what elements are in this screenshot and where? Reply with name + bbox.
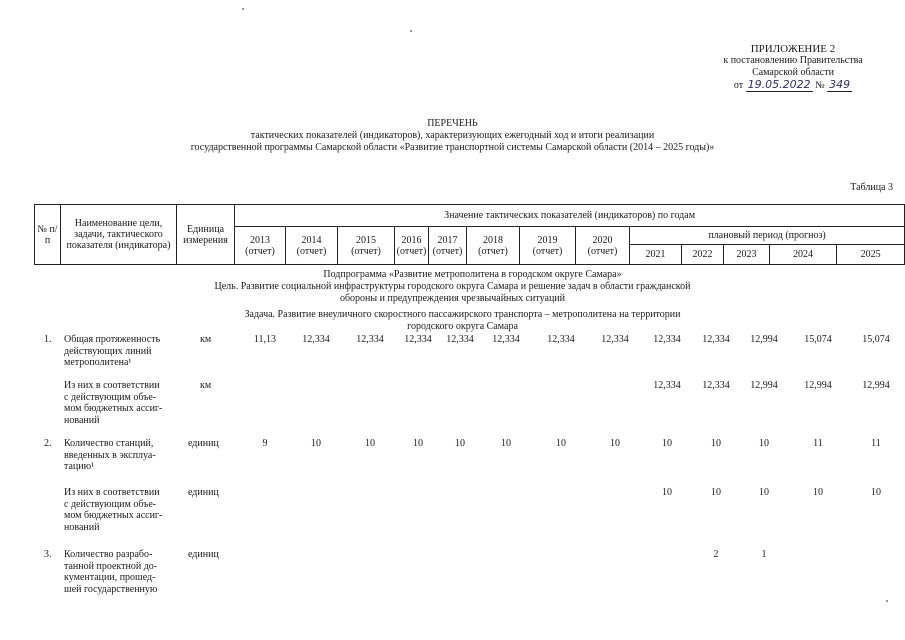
value-2016: 10 <box>413 438 423 449</box>
value-2020: 12,334 <box>601 334 629 345</box>
value-2022: 12,334 <box>702 334 730 345</box>
number-prefix: № <box>815 80 825 91</box>
row-number: 2. <box>44 438 52 449</box>
header-year-2018: 2018 (отчет) <box>467 227 520 265</box>
header-year-2022: 2022 <box>682 245 724 265</box>
scan-speck <box>242 8 244 10</box>
value-2024: 15,074 <box>804 334 832 345</box>
value-2022: 10 <box>711 487 721 498</box>
value-2019: 12,334 <box>547 334 575 345</box>
decree-number: 349 <box>829 78 851 91</box>
row-unit: единиц <box>188 549 219 560</box>
scan-speck <box>410 30 412 32</box>
row-name: Количество разрабо- танной проектной до- кументации, прошед- шей государственную <box>64 549 158 595</box>
header-values-title: Значение тактических показателей (индикаторов) по годам <box>235 205 905 227</box>
header-year-2025: 2025 <box>837 245 905 265</box>
value-2025: 15,074 <box>862 334 890 345</box>
row-unit: единиц <box>188 487 219 498</box>
value-2015: 10 <box>365 438 375 449</box>
value-2025: 11 <box>871 438 881 449</box>
row-name: Из них в соответствии с действующим объе- мом бюджетных ассиг- нований <box>64 380 163 426</box>
date-prefix: от <box>733 80 744 91</box>
decree-line <box>734 79 852 92</box>
row-name: Из них в соответствии с действующим объе- мом бюджетных ассиг- нований <box>64 487 163 533</box>
header-year-2017: 2017 (отчет) <box>429 227 467 265</box>
row-name: Общая протяженность действующих линий метрополитена¹ <box>64 334 161 368</box>
value-2013: 11,13 <box>253 334 277 345</box>
value-2020: 10 <box>610 438 620 449</box>
value-2025: 10 <box>871 487 881 498</box>
value-2023: 10 <box>759 438 769 449</box>
value-2022: 12,334 <box>702 380 730 391</box>
appendix-line2: Самарской области <box>752 67 834 78</box>
appendix-title: ПРИЛОЖЕНИЕ 2 <box>750 43 836 55</box>
header-year-2014: 2014 (отчет) <box>286 227 338 265</box>
value-2022: 2 <box>713 549 719 560</box>
header-year-2015: 2015 (отчет) <box>338 227 395 265</box>
value-2023: 10 <box>759 487 769 498</box>
header-plan-title: плановый период (прогноз) <box>630 227 905 245</box>
heading-line1: тактических показателей (индикаторов), характеризующих ежегодный ход и итоги реализации <box>250 130 655 141</box>
value-2013: 9 <box>262 438 268 449</box>
value-2021: 10 <box>662 487 672 498</box>
value-2018: 10 <box>501 438 511 449</box>
value-2014: 10 <box>311 438 321 449</box>
decree-date: 19.05.2022 <box>747 78 811 91</box>
value-2023: 12,994 <box>750 380 778 391</box>
value-2021: 12,334 <box>653 334 681 345</box>
header-year-2016: 2016 (отчет) <box>395 227 429 265</box>
appendix-block <box>693 43 893 92</box>
header-year-2024: 2024 <box>770 245 837 265</box>
table-label: Таблица 3 <box>850 182 893 193</box>
row-unit: км <box>200 334 212 345</box>
value-2024: 11 <box>813 438 823 449</box>
header-year-2023: 2023 <box>724 245 770 265</box>
header-year-2020: 2020 (отчет) <box>576 227 630 265</box>
document-heading <box>0 118 905 154</box>
row-name: Количество станций, введенных в эксплуа- тацию¹ <box>64 438 156 472</box>
row-number: 1. <box>44 334 52 345</box>
indicator-table-header <box>34 204 905 265</box>
value-2016: 12,334 <box>404 334 432 345</box>
appendix-line1: к постановлению Правительства <box>723 55 863 66</box>
value-2024: 12,994 <box>804 380 832 391</box>
header-col-unit: Единица измерения <box>177 205 235 265</box>
value-2021: 12,334 <box>653 380 681 391</box>
heading-title: ПЕРЕЧЕНЬ <box>427 118 478 129</box>
header-col-name: Наименование цели, задачи, тактического показателя (индикатора) <box>61 205 177 265</box>
task-line-2: городского округа Самара <box>407 321 518 332</box>
row-number: 3. <box>44 549 52 560</box>
value-2019: 10 <box>556 438 566 449</box>
goal-line-2: обороны и предупреждения чрезвычайных ситуаций <box>339 293 566 304</box>
value-2025: 12,994 <box>862 380 890 391</box>
value-2024: 10 <box>813 487 823 498</box>
value-2017: 10 <box>455 438 465 449</box>
row-unit: единиц <box>188 438 219 449</box>
scan-speck <box>886 600 888 602</box>
subprogram-title: Подпрограмма «Развитие метрополитена в городском округе Самара» <box>323 269 622 280</box>
value-2018: 12,334 <box>492 334 520 345</box>
header-year-2021: 2021 <box>630 245 682 265</box>
value-2021: 10 <box>662 438 672 449</box>
header-year-2013: 2013 (отчет) <box>235 227 286 265</box>
row-unit: км <box>200 380 212 391</box>
goal-line-1: Цель. Развитие социальной инфраструктуры городского округа Самара и решение задач в области гражданской <box>214 281 691 292</box>
value-2015: 12,334 <box>356 334 384 345</box>
task-line-1: Задача. Развитие внеуличного скоростного пассажирского транспорта – метрополитена на территории <box>244 309 681 320</box>
header-col-no: № п/п <box>35 205 61 265</box>
heading-line2: государственной программы Самарской области «Развитие транспортной системы Самарской области (2014 – 2025 годы)» <box>190 142 715 153</box>
value-2023: 12,994 <box>750 334 778 345</box>
header-year-2019: 2019 (отчет) <box>520 227 576 265</box>
value-2023: 1 <box>761 549 767 560</box>
value-2017: 12,334 <box>446 334 474 345</box>
value-2014: 12,334 <box>302 334 330 345</box>
value-2022: 10 <box>711 438 721 449</box>
